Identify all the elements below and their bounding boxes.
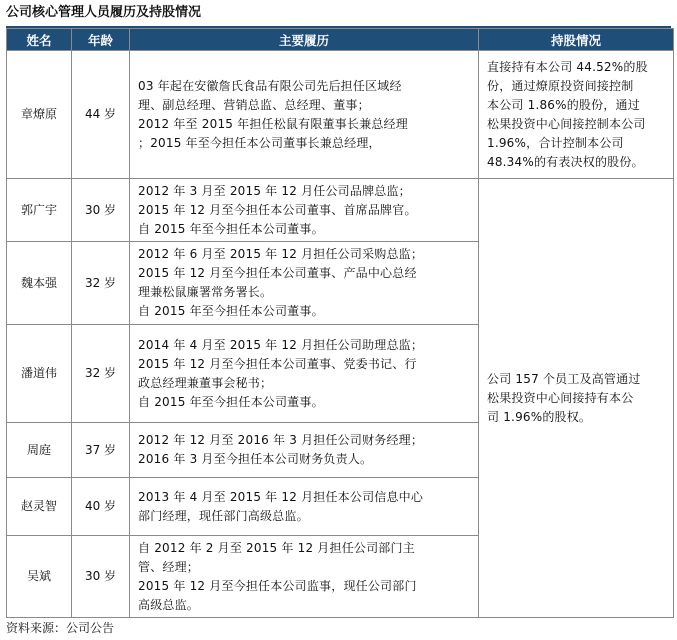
table-title: 公司核心管理人员履历及持股情况 (6, 4, 671, 28)
resume-line: 2012 年至 2015 年担任松鼠有限董事长兼总经理 (138, 116, 408, 131)
resume-line: 2015 年 12 月至今担任本公司董事、党委书记、行 (138, 356, 417, 371)
name-cell: 魏本强 (7, 242, 72, 325)
holding-line: 份，通过燎原投资间接控制 (487, 78, 634, 93)
name-cell: 潘道伟 (7, 325, 72, 423)
age-cell: 32 岁 (72, 325, 130, 423)
age-cell: 40 岁 (72, 478, 130, 536)
holding-line: 松果投资中心间接控制本公司 (487, 116, 646, 131)
resume-line: ；2015 年至今担任本公司董事长兼总经理， (138, 135, 381, 150)
header-row (7, 29, 674, 51)
resume-line: 2016 年 3 月至今担任本公司财务负责人。 (138, 452, 373, 466)
resume-line: 自 2012 年 2 月至 2015 年 12 月担任公司部门主 (138, 540, 415, 555)
name-cell: 吴斌 (7, 536, 72, 618)
name-cell: 周庭 (7, 423, 72, 478)
resume-line: 2012 年 3 月至 2015 年 12 月任公司品牌总监； (138, 183, 411, 198)
resume-line: 2012 年 12 月至 2016 年 3 月担任公司财务经理； (138, 433, 424, 447)
holding-line: 松果投资中心间接持有本公 (487, 390, 634, 405)
age-cell: 32 岁 (72, 242, 130, 325)
source-note: 资料来源：公司公告 (6, 621, 115, 635)
resume-line: 理兼松鼠廉署常务署长。 (138, 285, 273, 299)
resume-line: 2015 年 12 月至今担任本公司监事，现任公司部门 (138, 578, 417, 593)
management-table (6, 28, 674, 618)
table-row (7, 51, 674, 179)
resume-line: 2015 年 12 月至今担任本公司董事、产品中心总经 (138, 266, 417, 280)
resume-cell (130, 179, 479, 242)
resume-line: 2013 年 4 月至 2015 年 12 月担任本公司信息中心 (138, 489, 424, 504)
header-holding: 持股情况 (479, 29, 674, 51)
resume-line: 政总经理兼董事会秘书； (138, 375, 273, 390)
resume-line: 自 2015 年至今担任本公司董事。 (138, 394, 324, 409)
resume-cell (130, 51, 479, 179)
holding-line: 司 1.96%的股权。 (487, 409, 592, 424)
age-cell: 37 岁 (72, 423, 130, 478)
holding-line: 直接持有本公司 44.52%的股 (487, 59, 648, 74)
holding-line: 1.96%，合计控制本公司 (487, 135, 624, 150)
name-cell: 郭广宇 (7, 179, 72, 242)
age-cell: 44 岁 (72, 51, 130, 179)
resume-line: 自 2015 年至今担任本公司董事。 (138, 221, 324, 236)
resume-line: 高级总监。 (138, 597, 200, 612)
resume-cell (130, 423, 479, 478)
name-cell: 赵灵智 (7, 478, 72, 536)
holding-line: 48.34%的有表决权的股份。 (487, 154, 644, 169)
resume-line: 2014 年 4 月至 2015 年 12 月担任公司助理总监； (138, 337, 424, 352)
resume-cell (130, 536, 479, 618)
holding-line: 本公司 1.86%的股份，通过 (487, 97, 640, 112)
resume-line: 2012 年 6 月至 2015 年 12 月担任公司采购总监； (138, 247, 424, 261)
resume-line: 自 2015 年至今担任本公司董事。 (138, 304, 324, 318)
header-age: 年龄 (72, 29, 130, 51)
resume-cell (130, 242, 479, 325)
resume-line: 03 年起在安徽詹氏食品有限公司先后担任区域经 (138, 78, 402, 93)
age-cell: 30 岁 (72, 536, 130, 618)
name-cell: 章燎原 (7, 51, 72, 179)
resume-cell (130, 478, 479, 536)
resume-line: 管、经理； (138, 559, 200, 574)
resume-line: 理、副总经理、营销总监、总经理、董事； (138, 97, 370, 112)
header-resume: 主要履历 (130, 29, 479, 51)
header-name: 姓名 (7, 29, 72, 51)
holding-cell (479, 51, 674, 179)
resume-line: 2015 年 12 月至今担任本公司董事、首席品牌官。 (138, 202, 417, 217)
shared-holding-cell (479, 179, 674, 618)
resume-line: 部门经理，现任部门高级总监。 (138, 508, 309, 523)
age-cell: 30 岁 (72, 179, 130, 242)
resume-cell (130, 325, 479, 423)
table-row (7, 179, 674, 242)
holding-line: 公司 157 个员工及高管通过 (487, 371, 641, 386)
